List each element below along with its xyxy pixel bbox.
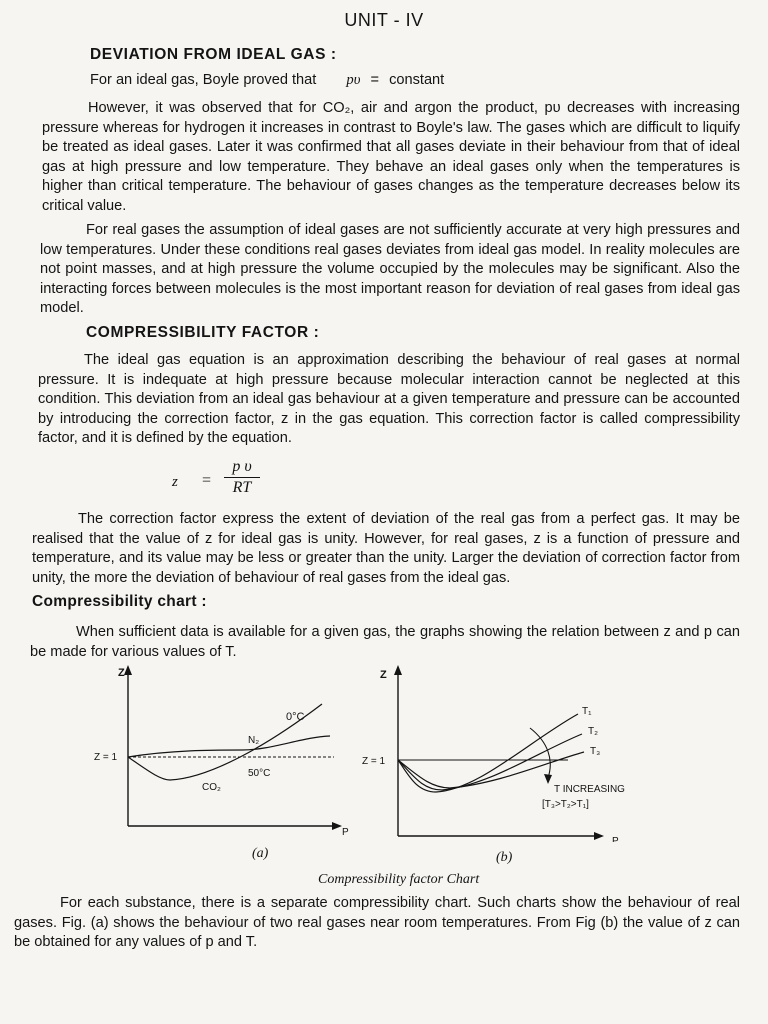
chart-b-caption: (b) bbox=[496, 850, 513, 865]
chart-b-ylabel: Z bbox=[380, 669, 387, 681]
chart-b-annot-increasing: T INCREASING bbox=[554, 784, 625, 795]
intro-text: For an ideal gas, Boyle proved that bbox=[90, 72, 317, 88]
chart-b-increase-arc bbox=[530, 728, 550, 778]
paragraph: For each substance, there is a separate compressibility chart. Such charts show the behaviour of real gases. Fig. (a) shows the behaviour of two real gases near room temperatures. From Fig (b) the value of z can be obtained for any values of p and T. bbox=[14, 895, 740, 951]
chart-b-y-arrow bbox=[394, 665, 402, 675]
chart-a-caption: (a) bbox=[252, 846, 269, 861]
intro-const: constant bbox=[389, 72, 445, 88]
formula-lhs: z bbox=[172, 474, 178, 490]
chart-a-svg bbox=[92, 662, 354, 840]
chart-b-label-t2: T₂ bbox=[588, 726, 598, 737]
chart-b-svg bbox=[358, 662, 650, 842]
section4-para1 bbox=[14, 894, 740, 953]
chart-b-x-arrow bbox=[594, 832, 604, 840]
formula-eq: = bbox=[202, 472, 212, 489]
formula-numerator: p υ bbox=[224, 458, 260, 478]
paragraph: When sufficient data is available for a given gas, the graphs showing the relation between z and p can be made for various values of T. bbox=[30, 624, 740, 660]
section1-para1 bbox=[42, 99, 740, 217]
intro-eq: = bbox=[370, 72, 379, 88]
paragraph: The correction factor express the extent of deviation of the real gas from a perfect gas. It may be realised that the value of z for ideal gas is unity. However, for real gases, z is a function of pressure and temperature, and its value may be less or greater than the unity. Larger the deviation of correction factor from unity, the more the deviation of behaviour of real gases from the ideal gas. bbox=[32, 511, 740, 586]
paragraph: For real gases the assumption of ideal gases are not sufficiently accurate at very high pressures and low temperatures. Under these conditions real gases deviates from ideal gas model. In reality molecules are not point masses, and at high pressure the volume occupied by the molecules may be significant. Also the interacting forces between molecules is the most important reason for deviation of real gases from ideal gas model. bbox=[40, 222, 740, 317]
heading-deviation: DEVIATION FROM IDEAL GAS : bbox=[90, 46, 337, 63]
unit-title: UNIT - IV bbox=[344, 10, 424, 30]
chart-a-annot-n2: N₂ bbox=[248, 735, 260, 746]
section3-para1 bbox=[30, 623, 740, 662]
chart-b-increase-arrowhead bbox=[544, 774, 552, 784]
chart-a-annot-0c: 0°C bbox=[286, 711, 305, 723]
section2-para2 bbox=[32, 510, 740, 588]
paragraph: The ideal gas equation is an approximation describing the behaviour of real gases at normal pressure. It is indequate at high pressure because molecular interaction cannot be neglected at this condition. This deviation from an ideal gas behaviour at a given temperature and pressure can be accounted by introducing the correction factor, z in the gas equation. This correction factor is called compressibility factor, and it is defined by the equation. bbox=[38, 352, 740, 447]
chart-a-ref-label: Z = 1 bbox=[94, 752, 118, 763]
chart-a-xlabel: P bbox=[342, 827, 349, 838]
section1-para2 bbox=[40, 221, 740, 319]
chart-b-label-t3: T₃ bbox=[590, 746, 601, 757]
chart-a-x-arrow bbox=[332, 822, 342, 830]
chart-a bbox=[92, 662, 354, 840]
section2-para1 bbox=[38, 351, 740, 449]
chart-b-series-t3 bbox=[398, 752, 584, 788]
chart-a-annot-50c: 50°C bbox=[248, 768, 271, 779]
figure-caption: Compressibility factor Chart bbox=[318, 872, 480, 887]
chart-b bbox=[358, 662, 650, 842]
paragraph: However, it was observed that for CO₂, air and argon the product, pυ decreases with increasing pressure whereas for hydrogen it increases in contrast to Boyle's law. The gases which are difficult to liquify be treated as ideal gases. Later it was confirmed that all gases deviate in their behaviour from that of ideal gas at high pressure and low temperature. They behave an ideal gases only when the temperatures is higher than critical temperature. The behaviour of gases changes as the temperature decreases below its critical value. bbox=[42, 100, 740, 214]
chart-b-ref-label: Z = 1 bbox=[362, 756, 386, 767]
chart-a-annot-co2: CO₂ bbox=[202, 782, 221, 793]
heading-compressibility-factor: COMPRESSIBILITY FACTOR : bbox=[86, 324, 320, 341]
chart-b-annot-order: [T₃>T₂>T₁] bbox=[542, 799, 589, 810]
formula-fraction bbox=[224, 458, 260, 497]
chart-a-y-arrow bbox=[124, 665, 132, 675]
intro-line bbox=[90, 71, 700, 91]
heading-compressibility-chart: Compressibility chart : bbox=[32, 593, 207, 610]
chart-a-series-n2 bbox=[128, 736, 330, 757]
intro-formula: pυ bbox=[346, 72, 361, 88]
chart-b-label-t1: T₁ bbox=[582, 706, 592, 717]
chart-a-ylabel: Z bbox=[118, 667, 125, 679]
formula-denominator: RT bbox=[232, 479, 252, 496]
chart-b-xlabel: P bbox=[612, 836, 619, 842]
